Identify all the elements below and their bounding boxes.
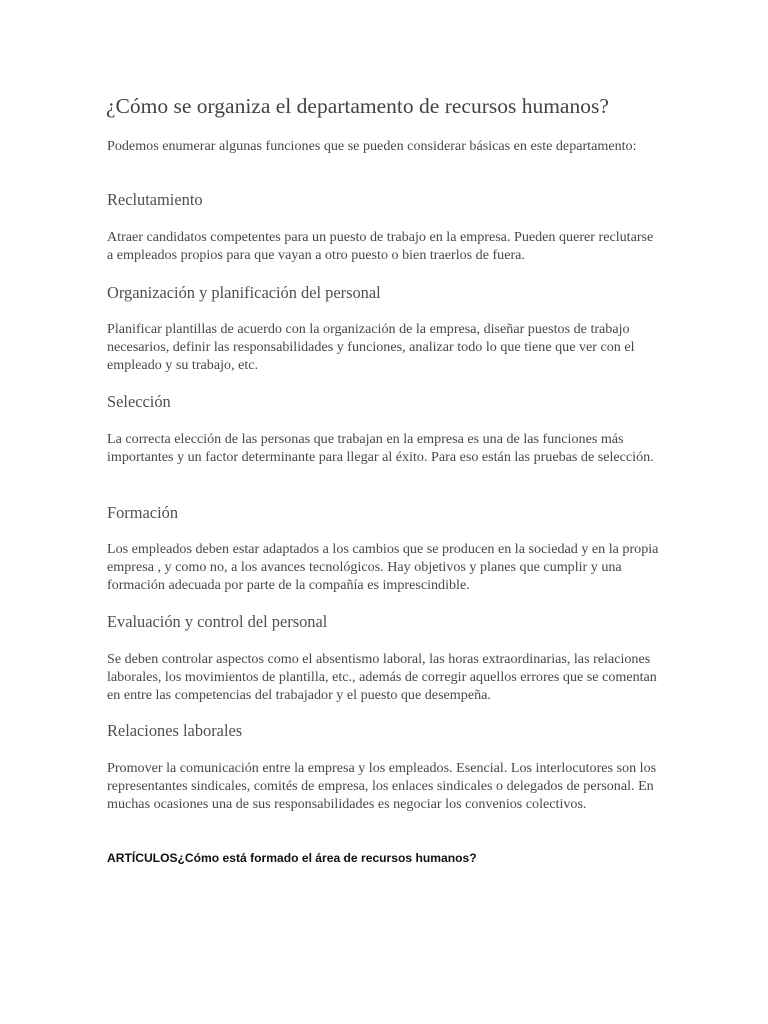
section-body-organizacion: Planificar plantillas de acuerdo con la organización de la empresa, diseñar puestos de trabajo necesarios, definir las responsabilidades y funciones, analizar todo lo que tiene que ver con el empleado y su trabajo, etc. [107,321,635,374]
section-body-formacion: Los empleados deben estar adaptados a los cambios que se producen en la sociedad y en la propia empresa , y como no, a los avances tecnológicos. Hay objetivos y planes que cumplir y una formación adecuada por parte de la compañía es imprescindible. [107,541,659,594]
section-heading-evaluacion: Evaluación y control del personal [107,612,328,631]
section-heading-formacion: Formación [107,503,179,522]
section-heading-seleccion: Selección [107,392,171,411]
page-title: ¿Cómo se organiza el departamento de recursos humanos? [106,94,609,118]
section-body-seleccion: La correcta elección de las personas que trabajan en la empresa es una de las funciones más importantes y un factor determinante para llegar al éxito. Para eso están las pruebas de selección. [107,431,654,466]
related-article-link[interactable]: ARTÍCULOS¿Cómo está formado el área de recursos humanos? [107,851,477,865]
section-heading-organizacion: Organización y planificación del personal [107,283,381,302]
intro-paragraph: Podemos enumerar algunas funciones que se pueden considerar básicas en este departamento: [107,138,637,154]
section-heading-relaciones: Relaciones laborales [107,721,243,740]
section-body-reclutamiento: Atraer candidatos competentes para un puesto de trabajo en la empresa. Pueden querer reclutarse a empleados propios para que vayan a otro puesto o bien traerlos de fuera. [107,229,654,264]
section-body-relaciones: Promover la comunicación entre la empresa y los empleados. Esencial. Los interlocutores son los representantes sindicales, comités de empresa, los enlaces sindicales o delegados de personal. En muchas ocasiones una de sus responsabilidades es negociar los convenios colectivos. [107,760,657,813]
section-heading-reclutamiento: Reclutamiento [107,190,203,209]
section-body-evaluacion: Se deben controlar aspectos como el absentismo laboral, las horas extraordinarias, las relaciones laborales, los movimientos de plantilla, etc., además de corregir aquellos errores que se comentan en entre las competencias del trabajador y el puesto que desempeña. [107,651,657,704]
